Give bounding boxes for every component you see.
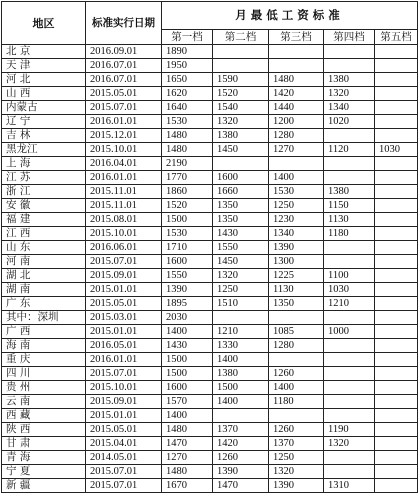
date-column-header: 标准实行日期 [86, 2, 162, 45]
wage-value-cell: 1200 [269, 115, 324, 129]
wage-value-cell: 1210 [213, 325, 269, 339]
table-row [2, 311, 418, 325]
wage-value-cell: 1350 [213, 199, 269, 213]
wage-value-cell: 1500 [162, 353, 213, 367]
date-cell: 2015.07.01 [86, 367, 162, 381]
date-cell: 2015.07.01 [86, 255, 162, 269]
region-cell: 广 西 [2, 325, 86, 339]
wage-value-cell [375, 339, 418, 353]
table-row [2, 283, 418, 297]
wage-value-cell [375, 87, 418, 101]
wage-value-cell [375, 353, 418, 367]
wage-value-cell [324, 409, 375, 423]
date-cell: 2015.12.01 [86, 129, 162, 143]
wage-value-cell: 2030 [162, 311, 213, 325]
date-cell: 2015.05.01 [86, 87, 162, 101]
region-cell: 安 徽 [2, 199, 86, 213]
date-cell: 2015.05.01 [86, 423, 162, 437]
date-cell: 2015.01.01 [86, 283, 162, 297]
wage-value-cell [375, 283, 418, 297]
region-cell: 宁 夏 [2, 465, 86, 479]
wage-value-cell: 1390 [162, 283, 213, 297]
wage-value-cell: 1230 [269, 213, 324, 227]
date-cell: 2015.08.01 [86, 213, 162, 227]
region-cell: 甘 肃 [2, 437, 86, 451]
wage-value-cell [324, 255, 375, 269]
wage-value-cell [375, 269, 418, 283]
wage-value-cell [324, 367, 375, 381]
wage-value-cell: 1270 [162, 451, 213, 465]
tier-header: 第五档 [375, 30, 418, 45]
wage-value-cell: 1310 [324, 479, 375, 493]
region-cell: 湖 北 [2, 269, 86, 283]
wage-value-cell [375, 199, 418, 213]
wage-value-cell [375, 423, 418, 437]
table-body [2, 45, 418, 493]
wage-value-cell: 1380 [213, 367, 269, 381]
wage-value-cell [375, 367, 418, 381]
date-cell: 2016.07.01 [86, 73, 162, 87]
wage-value-cell: 1500 [162, 213, 213, 227]
date-cell: 2015.07.01 [86, 465, 162, 479]
wage-value-cell: 1320 [213, 269, 269, 283]
table-row [2, 101, 418, 115]
wage-value-cell: 2190 [162, 157, 213, 171]
wage-value-cell: 1420 [269, 87, 324, 101]
table-row [2, 87, 418, 101]
wage-value-cell: 1520 [162, 199, 213, 213]
region-cell: 青 海 [2, 451, 86, 465]
wage-value-cell: 1270 [269, 143, 324, 157]
wage-value-cell: 1600 [162, 255, 213, 269]
wage-value-cell: 1320 [269, 465, 324, 479]
table-row [2, 199, 418, 213]
date-cell: 2016.09.01 [86, 45, 162, 59]
wage-value-cell: 1860 [162, 185, 213, 199]
table-row [2, 409, 418, 423]
wage-value-cell [375, 227, 418, 241]
table-row [2, 73, 418, 87]
wage-value-cell [269, 409, 324, 423]
date-cell: 2015.05.01 [86, 297, 162, 311]
date-cell: 2015.07.01 [86, 479, 162, 493]
wage-value-cell: 1320 [324, 87, 375, 101]
wage-value-cell [324, 465, 375, 479]
date-cell: 2015.10.01 [86, 143, 162, 157]
wage-value-cell [269, 45, 324, 59]
wage-value-cell [324, 381, 375, 395]
wage-value-cell [375, 171, 418, 185]
wage-value-cell: 1430 [213, 227, 269, 241]
wage-value-cell: 1340 [324, 101, 375, 115]
region-cell: 西 藏 [2, 409, 86, 423]
date-cell: 2015.09.01 [86, 395, 162, 409]
table-row [2, 325, 418, 339]
wage-value-cell [375, 185, 418, 199]
table-row [2, 171, 418, 185]
minimum-wage-table [1, 1, 418, 493]
wage-value-cell: 1530 [269, 185, 324, 199]
wage-value-cell: 1260 [213, 451, 269, 465]
date-cell: 2015.03.01 [86, 311, 162, 325]
table-row [2, 451, 418, 465]
wage-value-cell: 1320 [213, 115, 269, 129]
wage-value-cell: 1250 [269, 451, 324, 465]
region-cell: 陕 西 [2, 423, 86, 437]
date-cell: 2015.11.01 [86, 185, 162, 199]
wage-value-cell: 1600 [213, 171, 269, 185]
table-row [2, 339, 418, 353]
wage-value-cell: 1570 [162, 395, 213, 409]
region-cell: 广 东 [2, 297, 86, 311]
region-cell: 黑龙江 [2, 143, 86, 157]
wage-value-cell: 1440 [269, 101, 324, 115]
wage-value-cell: 1480 [162, 129, 213, 143]
region-cell: 山 西 [2, 87, 86, 101]
wage-value-cell: 1300 [269, 255, 324, 269]
tier-header: 第三档 [269, 30, 324, 45]
table-row [2, 227, 418, 241]
table-row [2, 129, 418, 143]
wage-value-cell: 1400 [162, 409, 213, 423]
table-row [2, 45, 418, 59]
region-cell: 贵 州 [2, 381, 86, 395]
wage-value-cell: 1380 [324, 185, 375, 199]
wage-value-cell: 1640 [162, 101, 213, 115]
wage-value-cell: 1540 [213, 101, 269, 115]
wage-value-cell [375, 255, 418, 269]
wage-value-cell: 1450 [213, 255, 269, 269]
wage-value-cell [213, 311, 269, 325]
wage-value-cell: 1480 [269, 73, 324, 87]
date-cell: 2016.04.01 [86, 157, 162, 171]
region-cell: 北 京 [2, 45, 86, 59]
table-row [2, 213, 418, 227]
wage-value-cell: 1030 [375, 143, 418, 157]
date-cell: 2016.06.01 [86, 241, 162, 255]
wage-value-cell: 1770 [162, 171, 213, 185]
table-row [2, 353, 418, 367]
wage-value-cell: 1890 [162, 45, 213, 59]
wage-value-cell: 1390 [269, 241, 324, 255]
table-row [2, 157, 418, 171]
wage-value-cell [324, 59, 375, 73]
date-cell: 2015.11.01 [86, 199, 162, 213]
wage-value-cell: 1480 [162, 423, 213, 437]
wage-value-cell: 1370 [213, 423, 269, 437]
wage-value-cell: 1400 [269, 381, 324, 395]
wage-value-cell: 1190 [324, 423, 375, 437]
wage-value-cell: 1710 [162, 241, 213, 255]
wage-value-cell: 1350 [269, 297, 324, 311]
wage-value-cell: 1250 [269, 199, 324, 213]
wage-value-cell [324, 157, 375, 171]
table-row [2, 297, 418, 311]
wage-value-cell [375, 213, 418, 227]
wage-value-cell: 1280 [269, 339, 324, 353]
wage-value-cell [375, 395, 418, 409]
wage-value-cell [375, 45, 418, 59]
table-row [2, 367, 418, 381]
wage-value-cell [269, 353, 324, 367]
table-row [2, 423, 418, 437]
wage-value-cell [324, 129, 375, 143]
wage-value-cell [324, 311, 375, 325]
region-cell: 辽 宁 [2, 115, 86, 129]
date-cell: 2016.01.01 [86, 353, 162, 367]
wage-value-cell: 1430 [162, 339, 213, 353]
wage-value-cell [324, 171, 375, 185]
wage-value-cell: 1895 [162, 297, 213, 311]
date-cell: 2015.01.01 [86, 409, 162, 423]
region-cell: 浙 江 [2, 185, 86, 199]
region-cell: 福 建 [2, 213, 86, 227]
wage-value-cell: 1400 [269, 171, 324, 185]
wage-value-cell: 1500 [213, 381, 269, 395]
table-row [2, 381, 418, 395]
region-cell: 上 海 [2, 157, 86, 171]
wage-value-cell [324, 451, 375, 465]
wage-value-cell: 1550 [213, 241, 269, 255]
wage-value-cell [324, 241, 375, 255]
wage-value-cell [213, 157, 269, 171]
wage-value-cell [324, 395, 375, 409]
wage-value-cell: 1020 [324, 115, 375, 129]
wage-value-cell: 1225 [269, 269, 324, 283]
wage-value-cell [375, 241, 418, 255]
wage-value-cell: 1100 [324, 269, 375, 283]
tier-header: 第二档 [213, 30, 269, 45]
region-cell: 山 东 [2, 241, 86, 255]
date-cell: 2015.07.01 [86, 101, 162, 115]
wage-value-cell: 1130 [324, 213, 375, 227]
region-cell: 江 西 [2, 227, 86, 241]
wage-value-cell: 1500 [162, 367, 213, 381]
wage-value-cell [213, 45, 269, 59]
wage-value-cell: 1390 [269, 479, 324, 493]
wage-value-cell [375, 325, 418, 339]
wage-value-cell: 1330 [213, 339, 269, 353]
wage-value-cell [375, 73, 418, 87]
wage-value-cell [375, 479, 418, 493]
wage-value-cell: 1400 [213, 395, 269, 409]
wage-value-cell [375, 115, 418, 129]
wage-value-cell [375, 297, 418, 311]
wage-value-cell: 1180 [269, 395, 324, 409]
wage-value-cell [375, 101, 418, 115]
table-header [2, 2, 418, 45]
table-row [2, 185, 418, 199]
region-cell: 天 津 [2, 59, 86, 73]
wage-value-cell: 1470 [213, 479, 269, 493]
wage-value-cell [375, 311, 418, 325]
tier-header: 第四档 [324, 30, 375, 45]
wage-value-cell: 1260 [269, 367, 324, 381]
wage-value-cell: 1600 [162, 381, 213, 395]
wage-value-cell: 1180 [324, 227, 375, 241]
wage-value-cell: 1250 [213, 283, 269, 297]
region-cell: 新 疆 [2, 479, 86, 493]
wage-value-cell [375, 409, 418, 423]
wage-value-cell: 1120 [324, 143, 375, 157]
region-cell: 吉 林 [2, 129, 86, 143]
wage-value-cell: 1280 [269, 129, 324, 143]
table-row [2, 241, 418, 255]
tier-header: 第一档 [162, 30, 213, 45]
date-cell: 2016.01.01 [86, 171, 162, 185]
wage-value-cell: 1210 [324, 297, 375, 311]
wage-value-cell: 1130 [269, 283, 324, 297]
wage-value-cell [375, 381, 418, 395]
wage-value-cell [375, 437, 418, 451]
wage-value-cell: 1030 [324, 283, 375, 297]
table-row [2, 479, 418, 493]
date-cell: 2015.09.01 [86, 269, 162, 283]
date-cell: 2015.10.01 [86, 381, 162, 395]
wage-value-cell: 1450 [213, 143, 269, 157]
region-cell: 其中：深圳 [2, 311, 86, 325]
wage-value-cell [269, 157, 324, 171]
table-row [2, 115, 418, 129]
wage-value-cell [375, 129, 418, 143]
wage-value-cell: 1420 [213, 437, 269, 451]
wage-value-cell: 1590 [213, 73, 269, 87]
wage-value-cell: 1510 [213, 297, 269, 311]
wage-value-cell: 1950 [162, 59, 213, 73]
region-column-header: 地区 [2, 2, 86, 45]
table-row [2, 59, 418, 73]
wage-value-cell [324, 45, 375, 59]
wage-value-cell: 1390 [213, 465, 269, 479]
wage-value-cell [269, 59, 324, 73]
region-cell: 河 南 [2, 255, 86, 269]
wage-value-cell: 1550 [162, 269, 213, 283]
wage-value-cell: 1670 [162, 479, 213, 493]
wage-value-cell: 1480 [162, 143, 213, 157]
region-cell: 四 川 [2, 367, 86, 381]
wage-value-cell: 1400 [213, 353, 269, 367]
wage-value-cell: 1000 [324, 325, 375, 339]
table-row [2, 143, 418, 157]
wage-value-cell: 1260 [269, 423, 324, 437]
wage-value-cell [324, 339, 375, 353]
wage-value-cell: 1470 [162, 437, 213, 451]
table-row [2, 395, 418, 409]
wage-value-cell: 1530 [162, 227, 213, 241]
wage-value-cell [213, 409, 269, 423]
wage-value-cell: 1620 [162, 87, 213, 101]
wage-value-cell: 1380 [324, 73, 375, 87]
region-cell: 湖 南 [2, 283, 86, 297]
region-cell: 重 庆 [2, 353, 86, 367]
date-cell: 2016.05.01 [86, 339, 162, 353]
region-cell: 江 苏 [2, 171, 86, 185]
wage-value-cell: 1350 [213, 213, 269, 227]
wage-value-cell [375, 465, 418, 479]
region-cell: 云 南 [2, 395, 86, 409]
date-cell: 2016.07.01 [86, 59, 162, 73]
table-row [2, 255, 418, 269]
wage-value-cell: 1530 [162, 115, 213, 129]
wage-value-cell [213, 59, 269, 73]
region-cell: 内蒙古 [2, 101, 86, 115]
date-cell: 2015.10.01 [86, 227, 162, 241]
date-cell: 2015.04.01 [86, 437, 162, 451]
table-row [2, 465, 418, 479]
wage-value-cell: 1380 [213, 129, 269, 143]
date-cell: 2016.01.01 [86, 115, 162, 129]
wage-value-cell [269, 311, 324, 325]
wage-standard-header: 月最低工资标准 [162, 2, 418, 30]
wage-value-cell [375, 59, 418, 73]
region-cell: 海 南 [2, 339, 86, 353]
table-row [2, 269, 418, 283]
wage-value-cell: 1480 [162, 465, 213, 479]
wage-value-cell [375, 451, 418, 465]
wage-value-cell: 1370 [269, 437, 324, 451]
wage-value-cell: 1085 [269, 325, 324, 339]
wage-value-cell [324, 353, 375, 367]
wage-value-cell: 1150 [324, 199, 375, 213]
date-cell: 2015.01.01 [86, 325, 162, 339]
wage-value-cell: 1400 [162, 325, 213, 339]
wage-value-cell: 1520 [213, 87, 269, 101]
wage-value-cell [375, 157, 418, 171]
wage-value-cell: 1660 [213, 185, 269, 199]
table-row [2, 437, 418, 451]
date-cell: 2014.05.01 [86, 451, 162, 465]
wage-value-cell: 1340 [269, 227, 324, 241]
wage-value-cell: 1650 [162, 73, 213, 87]
region-cell: 河 北 [2, 73, 86, 87]
wage-value-cell: 1320 [324, 437, 375, 451]
